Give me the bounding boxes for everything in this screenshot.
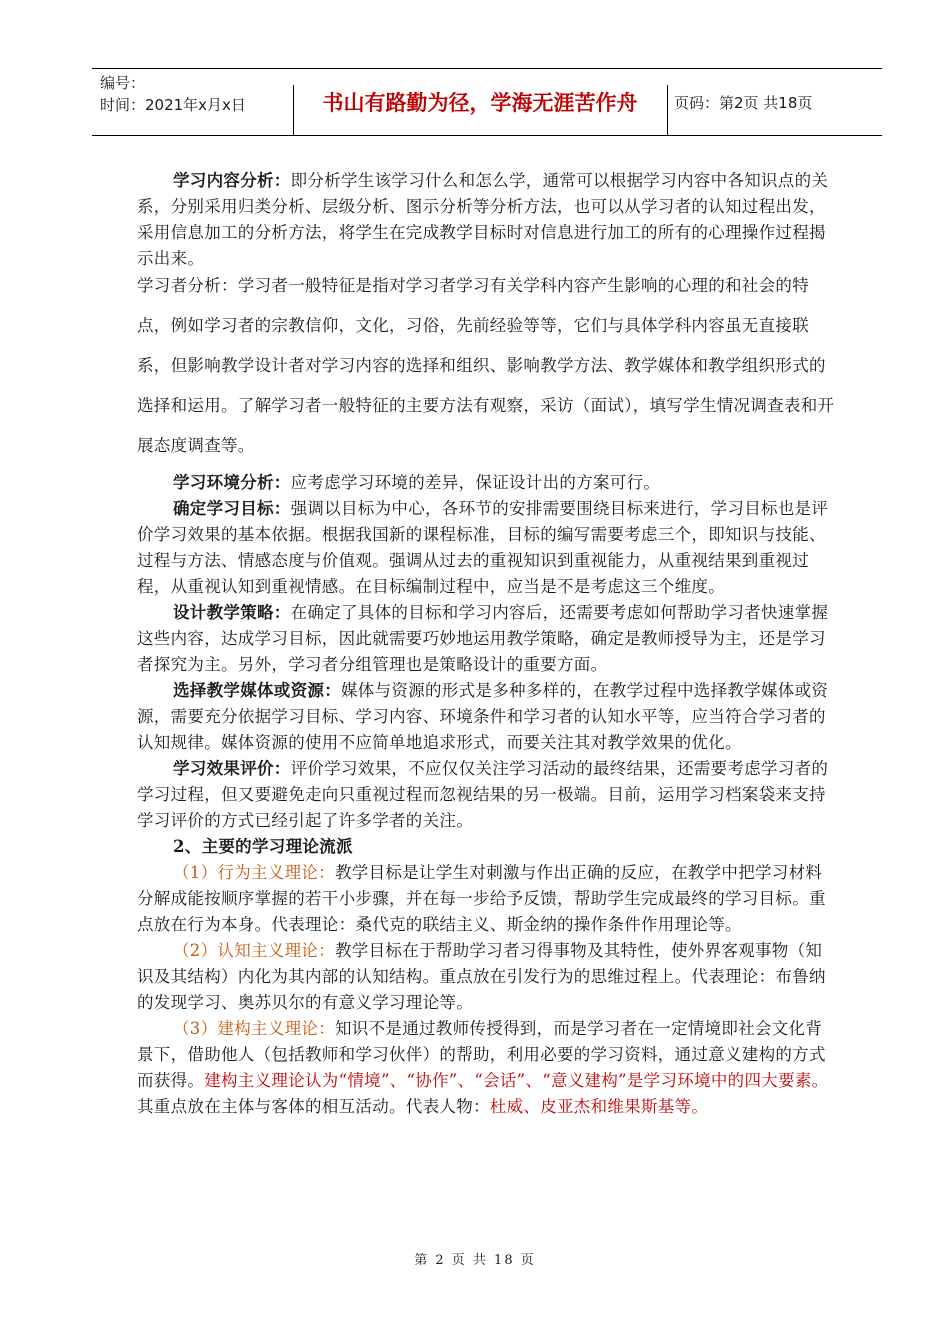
paragraph-learning-objectives	[137, 496, 837, 600]
paragraph-media-selection	[137, 678, 837, 756]
header-divider-left	[293, 85, 294, 135]
highlight-text: 建构主义理论认为“情境”、“协作”、“会话”、“意义建构”是学习环境中的四大要素。	[204, 1071, 829, 1090]
page-header	[92, 68, 882, 136]
highlight-text: 杜威、皮亚杰和维果斯基等。	[489, 1097, 709, 1116]
document-body	[137, 168, 837, 1120]
paragraph-heading: 选择教学媒体或资源：	[173, 681, 341, 700]
theory-heading: （3）建构主义理论：	[173, 1019, 335, 1038]
paragraph-heading: 学习环境分析：	[173, 473, 291, 492]
header-motto: 书山有路勤为径，学海无涯苦作舟	[322, 91, 638, 115]
paragraph-cognitivism	[137, 938, 837, 1016]
paragraph-heading: 设计教学策略：	[173, 603, 291, 622]
paragraph-teaching-strategy	[137, 600, 837, 678]
paragraph-text: 其重点放在主体与客体的相互活动。代表人物：	[137, 1097, 490, 1116]
time-label: 时间：2021年x月x日	[100, 96, 246, 114]
paragraph-text: 评价学习效果，不应仅仅关注学习活动的最终结果，还需要考虑学习者的学习过程，但又要避免走向只重视过程而忽视结果的另一极端。目前，运用学习档案袋来支持学习评价的方式已经引起了许多学者的关注。	[137, 759, 829, 830]
header-page-label: 页码：第2页 共18页	[674, 94, 813, 112]
header-bottom-rule	[92, 135, 882, 136]
paragraph-heading: 确定学习目标：	[173, 499, 291, 518]
header-top-rule	[92, 68, 882, 69]
header-divider-right	[667, 85, 668, 135]
paragraph-text: 应考虑学习环境的差异，保证设计出的方案可行。	[290, 473, 661, 492]
section-heading: 2、主要的学习理论流派	[173, 837, 353, 856]
paragraph-content-analysis	[137, 168, 837, 272]
paragraph-text: 知识不是通过教师传授得到，而是学习者在一定情境即社会文化背景下，借助他人（包括教师和学习伙伴）的帮助，利用必要的学习资料，通过意义建构的方式而获得。	[137, 1019, 826, 1090]
theory-heading: （1）行为主义理论：	[173, 863, 335, 882]
number-label: 编号：	[100, 74, 146, 92]
paragraph-behaviorism	[137, 860, 837, 938]
paragraph-text: 即分析学生该学习什么和怎么学，通常可以根据学习内容中各知识点的关系，分别采用归类分析、层级分析、图示分析等分析方法，也可以从学习者的认知过程出发，采用信息加工的分析方法，将学生在完成教学目标时对信息进行加工的所有的心理操作过程揭示出来。	[137, 171, 829, 268]
header-left	[100, 72, 246, 116]
paragraph-environment-analysis	[137, 470, 837, 496]
page-footer: 第 2 页 共 18 页	[414, 1253, 536, 1268]
paragraph-learner-analysis: 学习者分析：学习者一般特征是指对学习者学习有关学科内容产生影响的心理的和社会的特点，例如学习者的宗教信仰，文化，习俗，先前经验等等，它们与具体学科内容虽无直接联系，但影响教学设计者对学习内容的选择和组织、影响教学方法、教学媒体和教学组织形式的选择和运用。了解学习者一般特征的主要方法有观察，采访（面试），填写学生情况调查表和开展态度调查等。	[137, 276, 835, 455]
paragraph-text: 媒体与资源的形式是多种多样的，在教学过程中选择教学媒体或资源，需要充分依据学习目标、学习内容、环境条件和学习者的认知水平等，应当符合学习者的认知规律。媒体资源的使用不应简单地追求形式，而要关注其对教学效果的优化。	[137, 681, 829, 752]
paragraph-heading: 学习内容分析：	[173, 171, 291, 190]
paragraph-constructivism	[137, 1016, 837, 1120]
paragraph-heading: 学习效果评价：	[173, 759, 291, 778]
paragraph-evaluation	[137, 756, 837, 834]
paragraph-text: 教学目标在于帮助学习者习得事物及其特性，使外界客观事物（知识及其结构）内化为其内部的认知结构。重点放在引发行为的思维过程上。代表理论：布鲁纳的发现学习、奥苏贝尔的有意义学习理论等。	[137, 941, 826, 1012]
paragraph-text: 在确定了具体的目标和学习内容后，还需要考虑如何帮助学习者快速掌握这些内容，达成学习目标，因此就需要巧妙地运用教学策略，确定是教师授导为主，还是学习者探究为主。另外，学习者分组管理也是策略设计的重要方面。	[137, 603, 829, 674]
paragraph-text: 强调以目标为中心，各环节的安排需要围绕目标来进行，学习目标也是评价学习效果的基本依据。根据我国新的课程标准，目标的编写需要考虑三个，即知识与技能、过程与方法、情感态度与价值观。强调从过去的重视知识到重视能力，从重视结果到重视过程，从重视认知到重视情感。在目标编制过程中，应当是不是考虑这三个维度。	[137, 499, 829, 596]
theory-heading: （2）认知主义理论：	[173, 941, 335, 960]
paragraph-text: 教学目标是让学生对刺激与作出正确的反应，在教学中把学习材料分解成能按顺序掌握的若干小步骤，并在每一步给予反馈，帮助学生完成最终的学习目标。重点放在行为本身。代表理论：桑代克的联结主义、斯金纳的操作条件作用理论等。	[137, 863, 826, 934]
